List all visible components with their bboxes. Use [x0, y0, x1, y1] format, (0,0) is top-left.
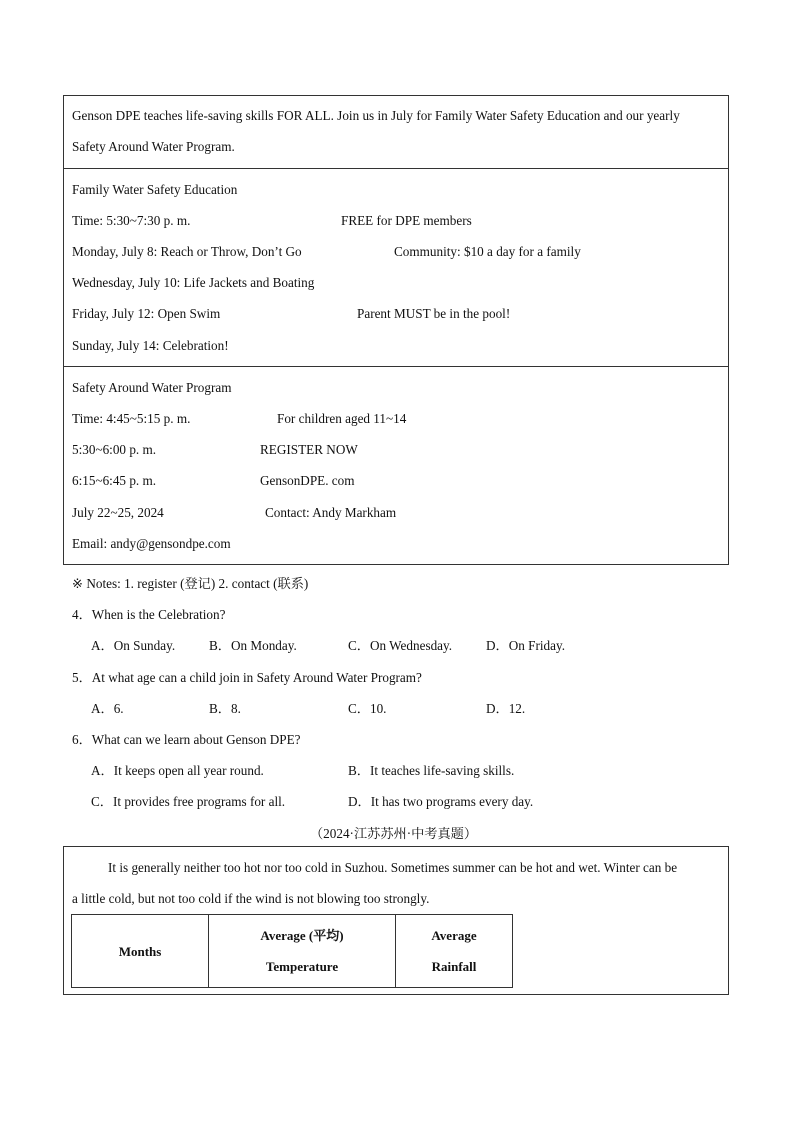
- program-email: Email: andy@gensondpe.com: [72, 536, 231, 551]
- family-free-note: FREE for DPE members: [341, 213, 472, 228]
- question-5-stem: 5．At what age can a child join in Safety Around Water Program?: [72, 670, 422, 685]
- passage-line1: It is generally neither too hot nor too cold in Suzhou. Sometimes summer can be hot and wet. Winter can be: [108, 860, 678, 875]
- program-time2: 5:30~6:00 p. m.: [72, 442, 157, 457]
- program-website: GensonDPE. com: [260, 473, 355, 488]
- header-months: [72, 915, 209, 988]
- family-title: Family Water Safety Education: [72, 182, 238, 197]
- question-6-stem: 6．What can we learn about Genson DPE?: [72, 732, 301, 747]
- notice-intro-line2: Safety Around Water Program.: [72, 139, 235, 154]
- question-6-option-d[interactable]: D．It has two programs every day.: [348, 794, 534, 809]
- question-4-option-a[interactable]: A．On Sunday.: [91, 638, 176, 653]
- family-sunday: Sunday, July 14: Celebration!: [72, 338, 229, 353]
- header-months-label: Months: [118, 943, 162, 959]
- table-header-row: [72, 915, 513, 988]
- question-4-option-b[interactable]: B．On Monday.: [209, 638, 297, 653]
- header-rain-line1: Average: [431, 928, 477, 943]
- family-community-note: Community: $10 a day for a family: [394, 244, 581, 259]
- program-register: REGISTER NOW: [260, 442, 358, 457]
- question-5-option-b[interactable]: B．8.: [209, 701, 241, 716]
- notice-intro-line1: Genson DPE teaches life-saving skills FOR ALL. Join us in July for Family Water Safety Education and our yearly: [72, 108, 680, 123]
- program-title: Safety Around Water Program: [72, 380, 232, 395]
- program-contact: Contact: Andy Markham: [265, 505, 397, 520]
- source-label: （2024·江苏苏州·中考真题）: [310, 826, 478, 841]
- question-4-option-c[interactable]: C．On Wednesday.: [348, 638, 453, 653]
- notes: ※ Notes: 1. register (登记) 2. contact (联系): [72, 576, 309, 591]
- question-4-stem: 4．When is the Celebration?: [72, 607, 226, 622]
- climate-table: [71, 914, 513, 988]
- question-5-option-c[interactable]: C．10.: [348, 701, 387, 716]
- program-time1: Time: 4:45~5:15 p. m.: [72, 411, 191, 426]
- header-temp-line2: Temperature: [265, 959, 339, 974]
- section-divider: [63, 168, 729, 169]
- family-friday: Friday, July 12: Open Swim: [72, 306, 221, 321]
- passage-line2: a little cold, but not too cold if the wind is not blowing too strongly.: [72, 891, 430, 906]
- question-6-option-c[interactable]: C．It provides free programs for all.: [91, 794, 286, 809]
- notice-box: [63, 95, 729, 565]
- question-5-option-a[interactable]: A．6.: [91, 701, 124, 716]
- header-average-rainfall: [396, 915, 513, 988]
- section-divider: [63, 366, 729, 367]
- family-parent-note: Parent MUST be in the pool!: [357, 306, 511, 321]
- question-6-option-b[interactable]: B．It teaches life-saving skills.: [348, 763, 515, 778]
- program-age-note: For children aged 11~14: [277, 411, 407, 426]
- family-wednesday: Wednesday, July 10: Life Jackets and Boating: [72, 275, 315, 290]
- header-average-temperature: [209, 915, 396, 988]
- program-dates: July 22~25, 2024: [72, 505, 164, 520]
- question-5-option-d[interactable]: D．12.: [486, 701, 526, 716]
- question-6-option-a[interactable]: A．It keeps open all year round.: [91, 763, 264, 778]
- header-rain-line2: Rainfall: [431, 959, 477, 974]
- question-4-option-d[interactable]: D．On Friday.: [486, 638, 565, 653]
- family-time: Time: 5:30~7:30 p. m.: [72, 213, 191, 228]
- header-temp-line1: Average (平均): [260, 928, 344, 943]
- family-monday: Monday, July 8: Reach or Throw, Don’t Go: [72, 244, 302, 259]
- program-time3: 6:15~6:45 p. m.: [72, 473, 157, 488]
